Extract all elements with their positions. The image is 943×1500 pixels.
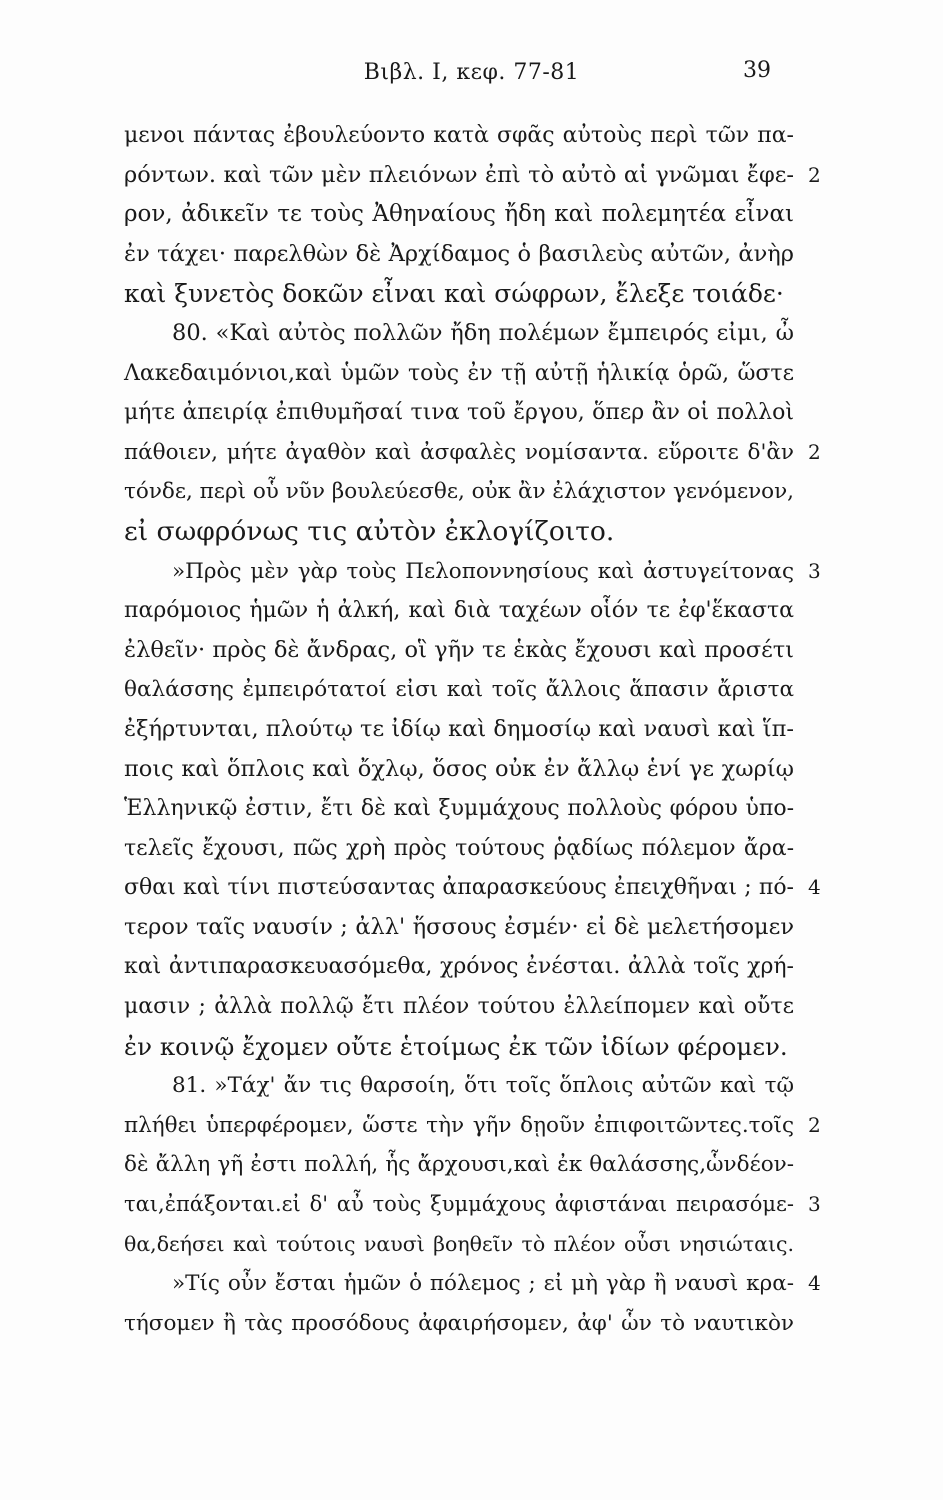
text-line-content: πάθοιεν, μήτε ἀγαθὸν καὶ ἀσφαλὲς νομίσαντα. εὕροιτε δ'ἂν — [124, 439, 794, 465]
text-line — [124, 868, 821, 908]
text-line-content: μασιν ; ἀλλὰ πολλῷ ἔτι πλέον τούτου ἐλλείπομεν καὶ οὔτε — [124, 994, 794, 1020]
text-line-content: καὶ ξυνετὸς δοκῶν εἶναι καὶ σώφρων, ἔλεξε τοιάδε· — [124, 279, 784, 309]
text-line-content: 81. »Τάχ' ἄν τις θαρσοίη, ὅτι τοῖς ὅπλοις αὐτῶν καὶ τῷ — [172, 1073, 794, 1099]
section-number: 2 — [808, 1112, 821, 1137]
text-line-content: παρόμοιος ἡμῶν ἡ ἀλκή, καὶ διὰ ταχέων οἷόν τε ἐφ'ἕκαστα — [124, 598, 794, 624]
section-number: 2 — [808, 162, 821, 187]
body-text — [124, 116, 821, 1343]
section-number: 2 — [808, 439, 821, 464]
text-line-content: ται,ἐπάξονται.εἰ δ' αὖ τοὺς ξυμμάχους ἀφιστάναι πειρασόμε- — [124, 1192, 794, 1217]
text-line — [124, 235, 794, 275]
text-line — [124, 433, 821, 473]
text-line-content: καὶ ἀντιπαρασκευασόμεθα, χρόνος ἐνέσται. ἀλλὰ τοῖς χρή- — [124, 954, 794, 980]
text-line — [124, 314, 794, 354]
text-line-content: ποις καὶ ὅπλοις καὶ ὄχλῳ, ὅσος οὐκ ἐν ἄλλῳ ἑνί γε χωρίῳ — [124, 755, 794, 782]
text-line — [124, 1066, 794, 1106]
text-line — [124, 987, 794, 1027]
text-line — [124, 116, 794, 156]
section-number: 4 — [808, 875, 821, 900]
running-head: Βιβλ. Ι, κεφ. 77-81 — [363, 60, 580, 85]
text-line — [124, 631, 794, 671]
text-line — [124, 1304, 794, 1344]
text-line — [124, 591, 794, 631]
text-line-content: »Πρὸς μὲν γὰρ τοὺς Πελοποννησίους καὶ ἀστυγείτονας — [172, 558, 794, 584]
text-line-content: Λακεδαιμόνιοι,καὶ ὑμῶν τοὺς ἐν τῇ αὐτῇ ἡλικίᾳ ὁρῶ, ὥστε — [124, 360, 794, 386]
text-line — [124, 195, 794, 235]
text-line-content: τελεῖς ἔχουσι, πῶς χρὴ πρὸς τούτους ῥᾳδίως πόλεμον ἄρα- — [124, 835, 794, 861]
text-line-content: μήτε ἀπειρίᾳ ἐπιθυμῆσαί τινα τοῦ ἔργου, ὅπερ ἂν οἱ πολλοὶ — [124, 400, 794, 426]
text-line-content: ἐν κοινῷ ἔχομεν οὔτε ἑτοίμως ἐκ τῶν ἰδίων φέρομεν. — [124, 1031, 788, 1061]
text-line — [124, 750, 794, 790]
page-header — [0, 56, 943, 96]
text-line-content: 80. «Καὶ αὐτὸς πολλῶν ἤδη πολέμων ἔμπειρός εἰμι, ὦ — [172, 319, 794, 346]
text-line — [124, 1225, 794, 1265]
text-line — [124, 1027, 794, 1067]
text-line-content: σθαι καὶ τίνι πιστεύσαντας ἀπαρασκεύους ἐπειχθῆναι ; πό- — [124, 875, 794, 901]
text-line-content: τόνδε, περὶ οὗ νῦν βουλεύεσθε, οὐκ ἂν ἐλάχιστον γενόμενον, — [124, 479, 794, 505]
text-line — [124, 1106, 821, 1146]
page-number: 39 — [743, 58, 771, 83]
text-line — [124, 354, 794, 394]
text-line — [124, 947, 794, 987]
text-line — [124, 1264, 821, 1304]
text-line-content: τερον ταῖς ναυσίν ; ἀλλ' ἥσσους ἐσμέν· εἰ δὲ μελετήσομεν — [124, 913, 794, 940]
text-line-content: δὲ ἄλλη γῆ ἐστι πολλή, ἧς ἄρχουσι,καὶ ἐκ θαλάσσης,ὧνδέον- — [124, 1152, 794, 1178]
text-line — [124, 670, 794, 710]
text-line-content: εἰ σωφρόνως τις αὐτὸν ἐκλογίζοιτο. — [124, 515, 615, 547]
text-line-content: πλήθει ὑπερφέρομεν, ὥστε τὴν γῆν δῃοῦν ἐπιφοιτῶντες.τοῖς — [124, 1112, 794, 1138]
text-line-content: θα,δεήσει καὶ τούτοις ναυσὶ βοηθεῖν τὸ πλέον οὖσι νησιώταις. — [124, 1231, 794, 1256]
text-line — [124, 274, 794, 314]
text-line — [124, 1185, 821, 1225]
text-line-content: ἐν τάχει· παρελθὼν δὲ Ἀρχίδαμος ὁ βασιλεὺς αὐτῶν, ἀνὴρ — [124, 240, 794, 267]
section-number: 4 — [808, 1271, 821, 1296]
section-number: 3 — [808, 558, 821, 583]
text-line-content: »Τίς οὖν ἔσται ἡμῶν ὁ πόλεμος ; εἰ μὴ γὰρ ἢ ναυσὶ κρα- — [172, 1271, 794, 1297]
text-line — [124, 908, 794, 948]
text-line — [124, 472, 794, 512]
section-number: 3 — [808, 1192, 821, 1217]
text-line-content: ἐλθεῖν· πρὸς δὲ ἄνδρας, οἳ γῆν τε ἑκὰς ἔχουσι καὶ προσέτι — [124, 636, 794, 663]
text-line — [124, 710, 794, 750]
text-line — [124, 552, 821, 592]
text-line-content: ἐξήρτυνται, πλούτῳ τε ἰδίῳ καὶ δημοσίῳ καὶ ναυσὶ καὶ ἵπ- — [124, 715, 794, 742]
text-line — [124, 829, 794, 869]
text-line — [124, 789, 794, 829]
text-line-content: ρόντων. καὶ τῶν μὲν πλειόνων ἐπὶ τὸ αὐτὸ αἱ γνῶμαι ἔφε- — [124, 161, 794, 188]
text-line — [124, 512, 794, 552]
text-line-content: ρον, ἀδικεῖν τε τοὺς Ἀθηναίους ἤδη καὶ πολεμητέα εἶναι — [124, 201, 794, 228]
text-line — [124, 393, 794, 433]
text-line — [124, 1145, 794, 1185]
text-line-content: μενοι πάντας ἐβουλεύοντο κατὰ σφᾶς αὐτοὺς περὶ τῶν πα- — [124, 123, 794, 148]
text-line-content: Ἑλληνικῷ ἐστιν, ἔτι δὲ καὶ ξυμμάχους πολλοὺς φόρου ὑπο- — [124, 796, 794, 822]
text-line-content: τήσομεν ἢ τὰς προσόδους ἀφαιρήσομεν, ἀφ' ὧν τὸ ναυτικὸν — [124, 1310, 794, 1336]
text-line — [124, 156, 821, 196]
text-line-content: θαλάσσης ἐμπειρότατοί εἰσι καὶ τοῖς ἄλλοις ἅπασιν ἄριστα — [124, 677, 794, 703]
